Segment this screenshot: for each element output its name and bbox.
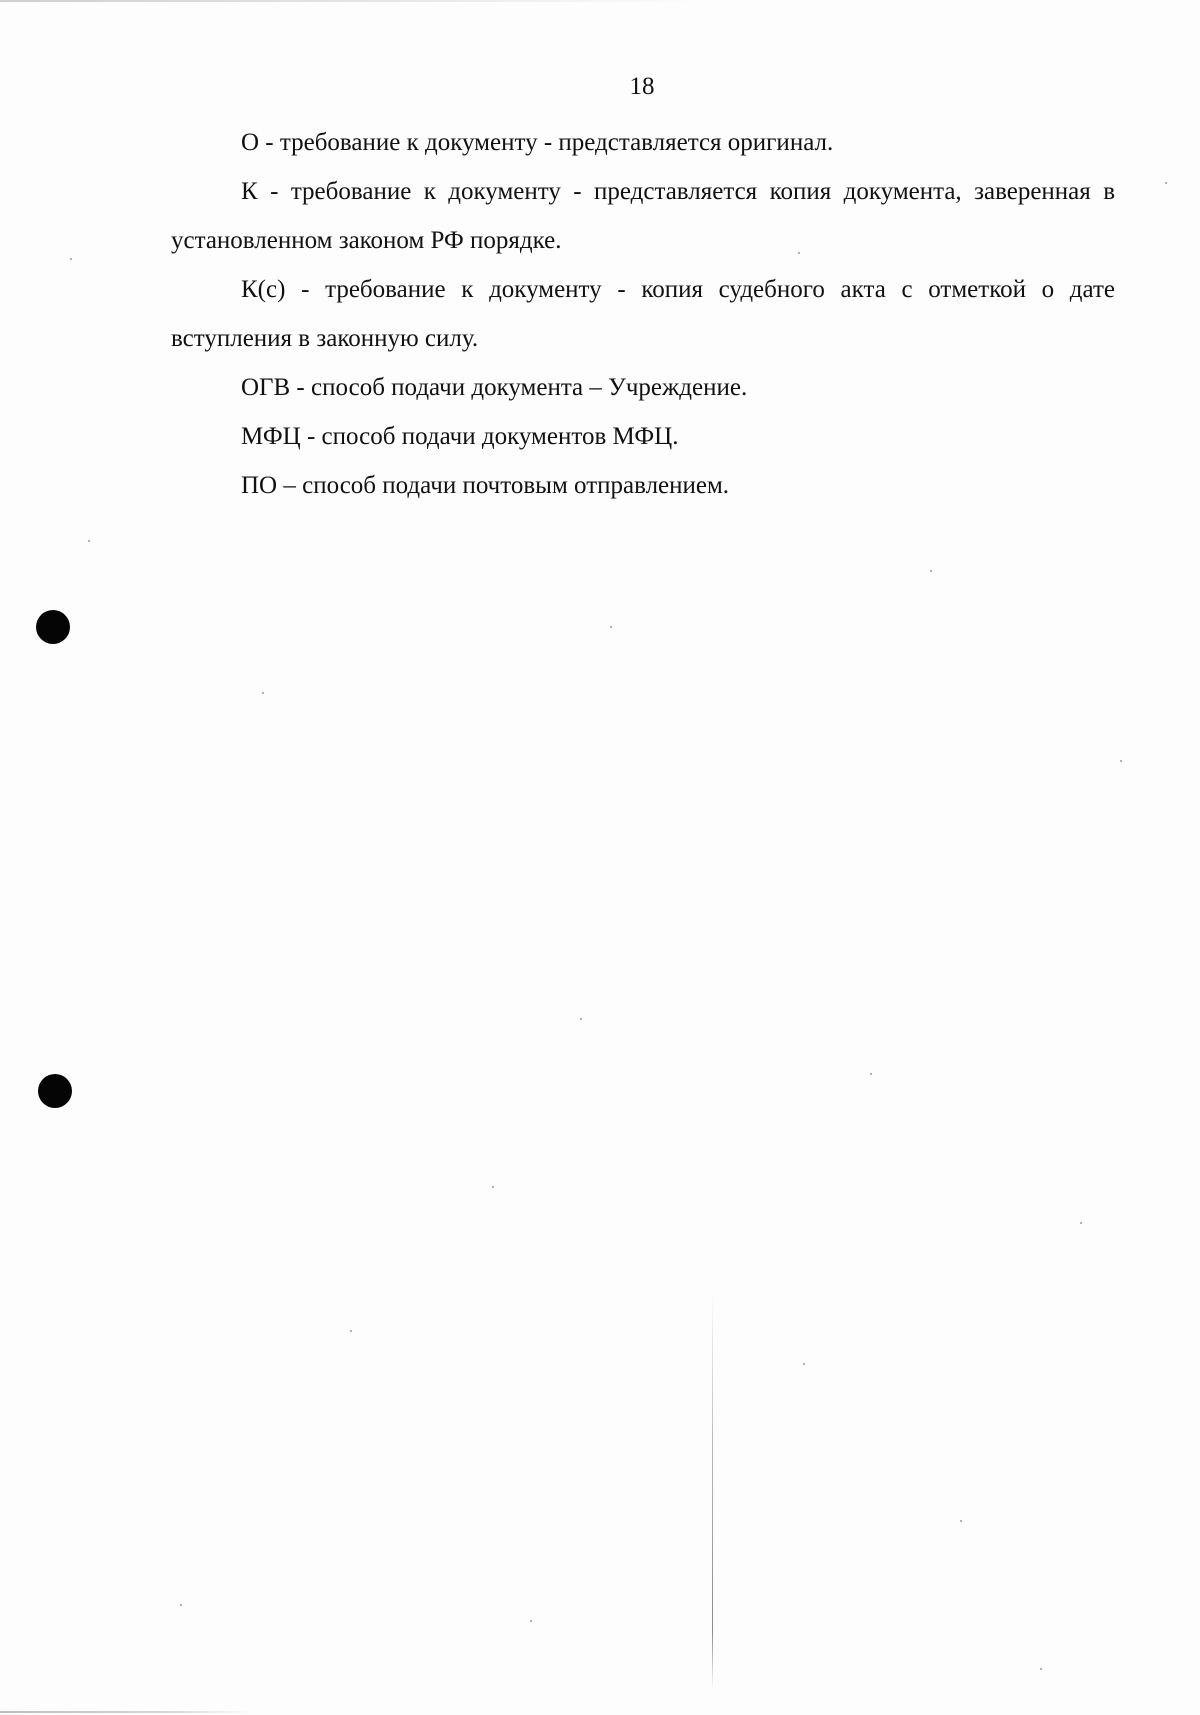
scan-speck [960,1520,962,1522]
paragraph-original: О - требование к документу - представляется оригинал. [241,129,834,156]
scan-edge-top [0,0,700,2]
scan-speck [350,1330,352,1332]
scan-speck [1120,760,1122,762]
scan-speck [88,540,90,542]
scan-speck [70,258,72,260]
paragraph-mfc: МФЦ - способ подачи документов МФЦ. [241,423,679,450]
scan-speck [492,1186,494,1188]
paragraph-court-copy: К(с) - требование к документу - копия судебного акта с отметкой о дате вступления в законную силу. [171,276,1115,352]
scan-speck [1080,1222,1082,1224]
scan-speck [1165,182,1167,184]
scan-speck [930,570,932,572]
scan-speck [1040,1668,1042,1670]
scan-speck [262,692,264,694]
scan-speck [798,252,800,254]
scan-edge-bottom [0,1711,250,1713]
paragraph-copy: К - требование к документу - представляется копия документа, заверенная в установленном законом РФ порядке. [171,178,1115,254]
scan-speck [610,626,612,628]
paragraph-post: ПО – способ подачи почтовым отправлением. [241,472,730,499]
page-number: 18 [629,73,655,100]
scan-speck [803,1363,805,1365]
scan-speck [180,1604,182,1606]
scan-fold-line [712,1290,713,1690]
scan-speck [530,1620,532,1622]
punch-hole-icon [38,1074,72,1108]
scan-speck [870,1073,872,1075]
document-body [171,118,1115,510]
punch-hole-icon [36,610,70,644]
paragraph-ogv: ОГВ - способ подачи документа – Учреждение. [241,374,748,401]
scan-speck [580,1018,582,1020]
